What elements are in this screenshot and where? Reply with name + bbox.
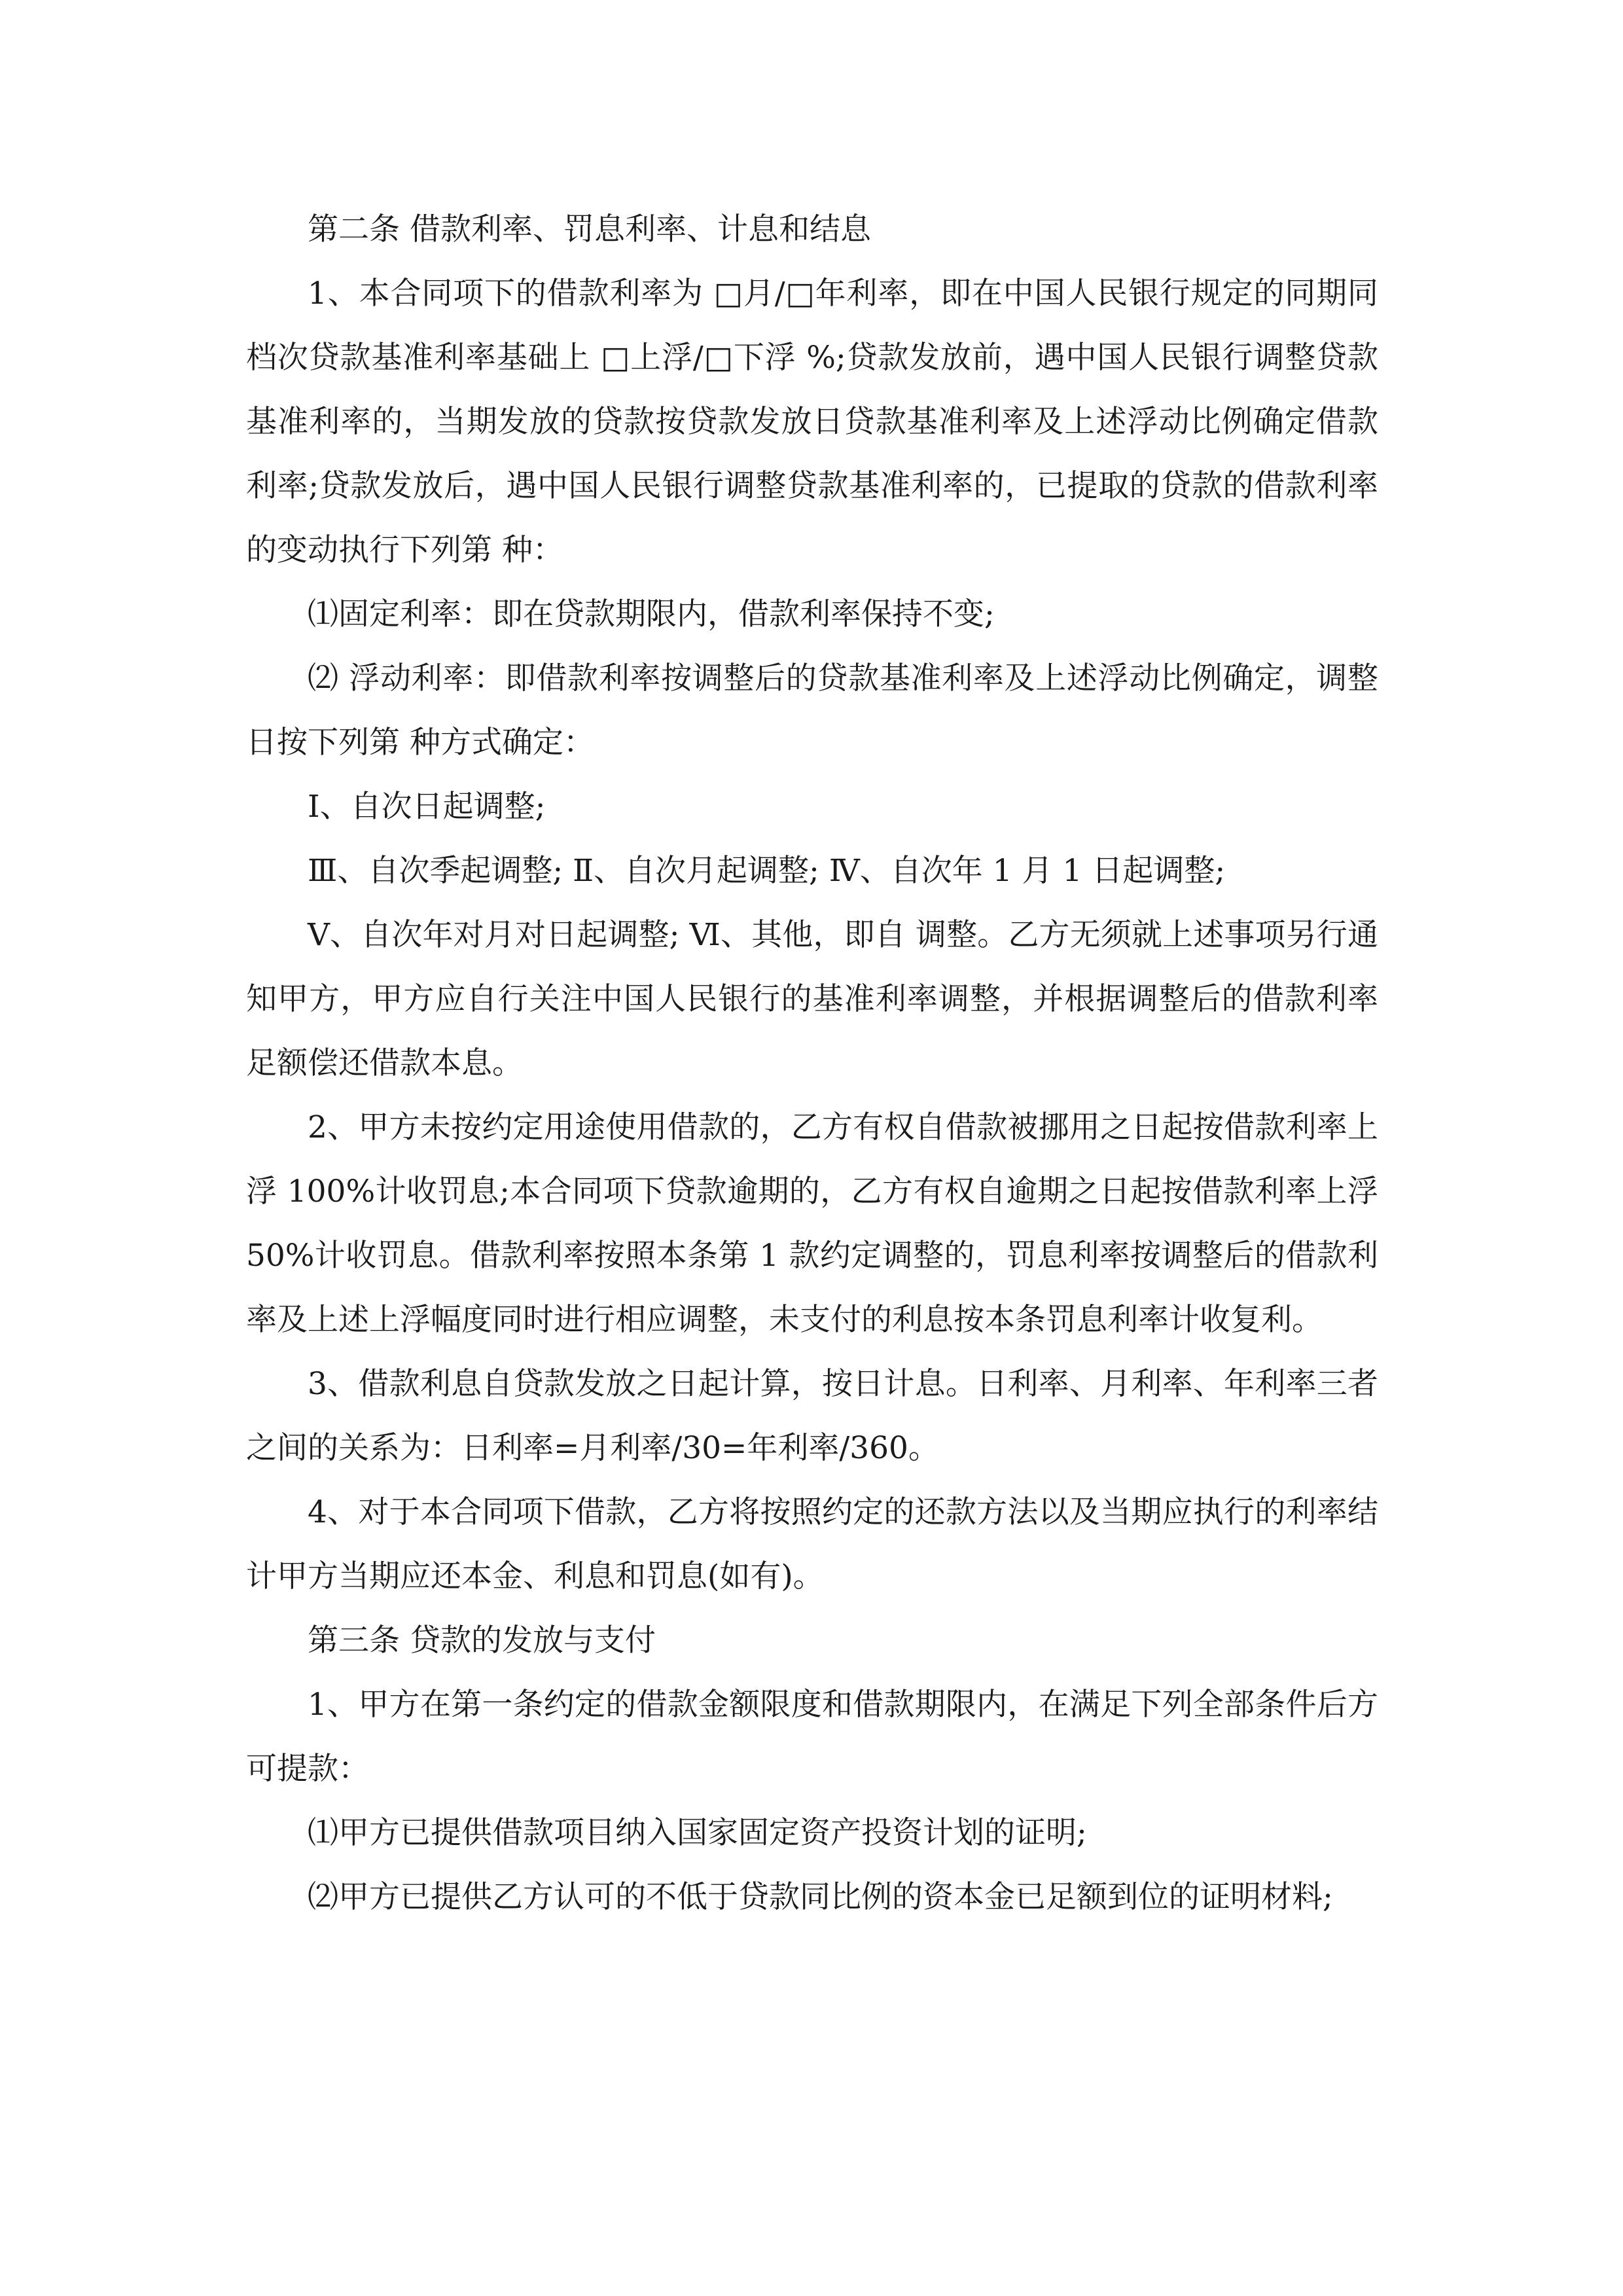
article-2-clause-1: 1、本合同项下的借款利率为 □月/□年利率，即在中国人民银行规定的同期同档次贷款基准利率基础上 □上浮/□下浮 %;贷款发放前，遇中国人民银行调整贷款基准利率的，当期发放的贷款按贷款发放日贷款基准利率及上述浮动比例确定借款利率;贷款发放后，遇中国人民银行调整贷款基准利率的，已提取的贷款的借款利率的变动执行下列第 种： [246,276,1378,568]
article-2-clause-2: 2、甲方未按约定用途使用借款的，乙方有权自借款被挪用之日起按借款利率上浮 100%计收罚息;本合同项下贷款逾期的，乙方有权自逾期之日起按借款利率上浮 50%计收罚息。借款利率按照本条第 1 款约定调整的，罚息利率按调整后的借款利率及上述上浮幅度同时进行相应调整，未支付的利息按本条罚息利率计收复利。 [246,1109,1378,1338]
article-3-heading: 第三条 贷款的发放与支付 [308,1623,656,1659]
article-2-clause-3: 3、借款利息自贷款发放之日起计算，按日计息。日利率、月利率、年利率三者之间的关系为：日利率=月利率/30=年利率/360。 [246,1366,1378,1466]
article-2-heading: 第二条 借款利率、罚息利率、计息和结息 [308,211,871,247]
floating-rate-option: ⑵ 浮动利率：即借款利率按调整后的贷款基准利率及上述浮动比例确定，调整日按下列第 种方式确定： [246,660,1378,761]
fixed-rate-option: ⑴固定利率：即在贷款期限内，借款利率保持不变; [308,596,995,632]
article-2-clause-4: 4、对于本合同项下借款，乙方将按照约定的还款方法以及当期应执行的利率结计甲方当期应还本金、利息和罚息(如有)。 [246,1494,1378,1594]
adjust-option-ii-iv: Ⅲ、自次季起调整; Ⅱ、自次月起调整; Ⅳ、自次年 1 月 1 日起调整; [308,853,1226,889]
article-3-clause-1: 1、甲方在第一条约定的借款金额限度和借款期限内，在满足下列全部条件后方可提款： [246,1687,1378,1787]
document-body [246,198,1378,1929]
adjust-option-v-vi: Ⅴ、自次年对月对日起调整; Ⅵ、其他，即自 调整。乙方无须就上述事项另行通知甲方，甲方应自行关注中国人民银行的基准利率调整，并根据调整后的借款利率足额偿还借款本息。 [246,917,1378,1081]
withdrawal-condition-1: ⑴甲方已提供借款项目纳入国家固定资产投资计划的证明; [308,1815,1087,1851]
withdrawal-condition-2: ⑵甲方已提供乙方认可的不低于贷款同比例的资本金已足额到位的证明材料; [308,1879,1333,1915]
adjust-option-i: Ⅰ、自次日起调整; [308,789,546,825]
